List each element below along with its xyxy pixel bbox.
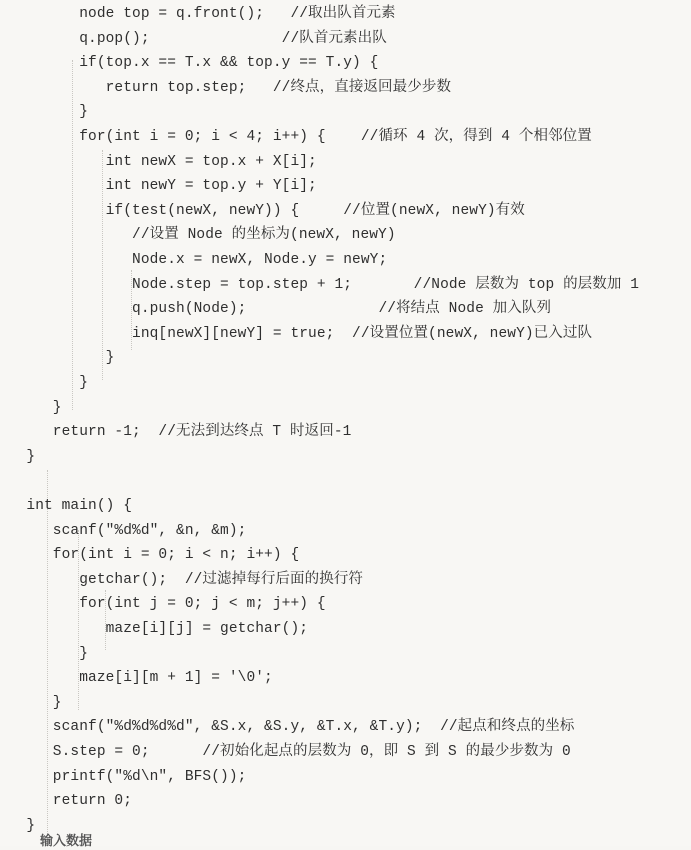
code-line: }	[0, 399, 62, 416]
code-line: S.step = 0; //初始化起点的层数为 0，即 S 到 S 的最少步数为 0	[0, 744, 571, 760]
section-heading: 输入数据	[40, 834, 93, 849]
code-line: int newY = top.y + Y[i];	[0, 178, 317, 195]
code-line: int newX = top.x + X[i];	[0, 153, 317, 170]
code-line: printf("%d\n", BFS());	[0, 768, 247, 785]
code-line: Node.x = newX, Node.y = newY;	[0, 252, 388, 268]
code-line: inq[newX][newY] = true; //设置位置(newX, newY)已入过队	[0, 325, 593, 342]
code-line: for(int i = 0; i < 4; i++) { //循环 4 次，得到 4 个相邻位置	[0, 129, 592, 145]
code-line: for(int i = 0; i < n; i++) {	[0, 547, 300, 564]
code-line: }	[0, 104, 89, 121]
code-line: }	[0, 350, 115, 367]
code-line: }	[0, 448, 36, 465]
code-line: q.push(Node); //将结点 Node 加入队列	[0, 301, 552, 318]
code-line: q.pop(); //队首元素出队	[0, 30, 387, 47]
code-line: }	[0, 694, 62, 711]
code-line: }	[0, 375, 89, 391]
code-line: return top.step; //终点，直接返回最少步数	[0, 79, 452, 96]
code-line: //设置 Node 的坐标为(newX, newY)	[0, 227, 396, 244]
code-line: maze[i][j] = getchar();	[0, 621, 309, 637]
code-line: int main() {	[0, 498, 133, 514]
code-line: return -1; //无法到达终点 T 时返回-1	[0, 424, 352, 441]
code-line: if(top.x == T.x && top.y == T.y) {	[0, 55, 379, 72]
code-line: }	[0, 817, 36, 834]
code-line: for(int j = 0; j < m; j++) {	[0, 596, 326, 613]
code-line: node top = q.front(); //取出队首元素	[0, 6, 396, 22]
code-line: scanf("%d%d", &n, &m);	[0, 522, 247, 539]
code-line: scanf("%d%d%d%d", &S.x, &S.y, &T.x, &T.y); //起点和终点的坐标	[0, 719, 575, 736]
code-line: Node.step = top.step + 1; //Node 层数为 top 的层数加 1	[0, 276, 640, 293]
code-line: maze[i][m + 1] = '\0';	[0, 670, 273, 687]
code-line: getchar(); //过滤掉每行后面的换行符	[0, 571, 364, 588]
code-line: return 0;	[0, 793, 133, 810]
code-line: }	[0, 645, 89, 662]
code-line: if(test(newX, newY)) { //位置(newX, newY)有效	[0, 202, 525, 219]
